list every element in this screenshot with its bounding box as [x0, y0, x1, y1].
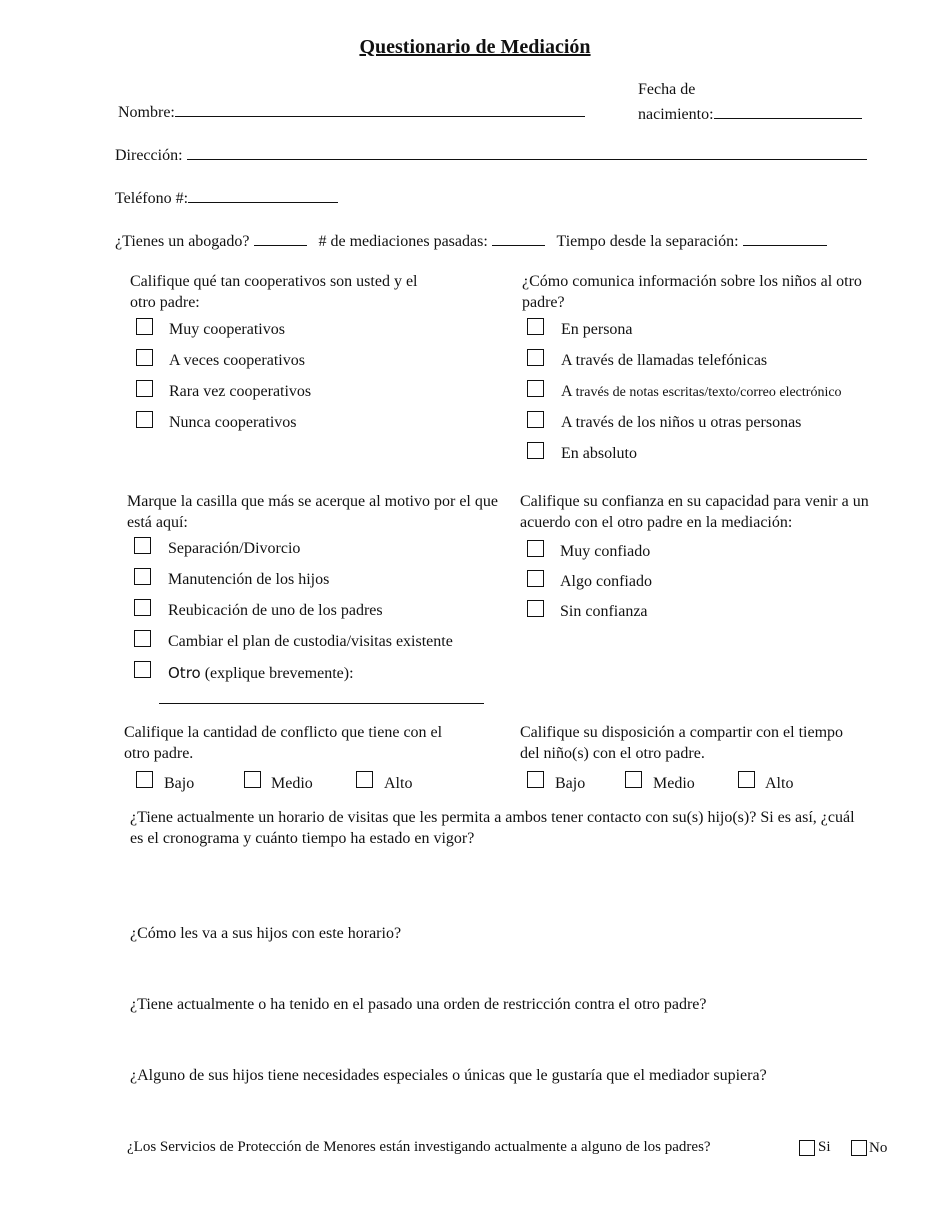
- abogado-label: ¿Tienes un abogado?: [115, 233, 250, 250]
- communication-option-3-a: A: [561, 383, 576, 400]
- confidence-checkbox-3[interactable]: [527, 600, 544, 617]
- nombre-label: Nombre:: [118, 104, 175, 121]
- cooperation-checkbox-1[interactable]: [136, 318, 153, 335]
- reason-option-other-b: (explique brevemente):: [200, 665, 354, 682]
- abogado-field[interactable]: [254, 229, 307, 246]
- communication-label: ¿Cómo comunica información sobre los niños al otro padre?: [522, 273, 862, 311]
- confidence-option-2: Algo confiado: [560, 573, 652, 590]
- share-label: Califique su disposición a compartir con el tiempo del niño(s) con el otro padre.: [520, 724, 844, 762]
- reason-checkbox-4[interactable]: [134, 630, 151, 647]
- reason-checkbox-3[interactable]: [134, 599, 151, 616]
- cooperation-label: Califique qué tan cooperativos son usted y el otro padre:: [130, 273, 418, 311]
- share-option-high: Alto: [765, 775, 794, 792]
- share-checkbox-high[interactable]: [738, 771, 755, 788]
- reason-option-other-a: Otro: [168, 664, 201, 682]
- communication-checkbox-2[interactable]: [527, 349, 544, 366]
- communication-checkbox-4[interactable]: [527, 411, 544, 428]
- reason-label: Marque la casilla que más se acerque al motivo por el que está aquí:: [127, 493, 498, 531]
- share-option-low: Bajo: [555, 775, 586, 792]
- direccion-label: Dirección:: [115, 147, 183, 164]
- conflict-option-medium: Medio: [271, 775, 313, 792]
- cooperation-option-4: Nunca cooperativos: [169, 414, 297, 431]
- confidence-option-1: Muy confiado: [560, 543, 651, 560]
- cooperation-checkbox-3[interactable]: [136, 380, 153, 397]
- communication-checkbox-5[interactable]: [527, 442, 544, 459]
- share-option-medium: Medio: [653, 775, 695, 792]
- conflict-option-high: Alto: [384, 775, 413, 792]
- confidence-option-3: Sin confianza: [560, 603, 648, 620]
- cps-no-checkbox[interactable]: [851, 1140, 867, 1156]
- reason-option-other: [168, 664, 354, 683]
- conflict-checkbox-high[interactable]: [356, 771, 373, 788]
- nombre-field[interactable]: [175, 100, 585, 117]
- cooperation-option-1: Muy cooperativos: [169, 321, 285, 338]
- reason-checkbox-2[interactable]: [134, 568, 151, 585]
- communication-option-5: En absoluto: [561, 445, 637, 462]
- fecha-row: [638, 102, 862, 124]
- direccion-field[interactable]: [187, 143, 867, 160]
- reason-option-2: Manutención de los hijos: [168, 571, 330, 588]
- communication-checkbox-1[interactable]: [527, 318, 544, 335]
- reason-checkbox-1[interactable]: [134, 537, 151, 554]
- share-checkbox-low[interactable]: [527, 771, 544, 788]
- conflict-checkbox-medium[interactable]: [244, 771, 261, 788]
- reason-other-field[interactable]: [159, 703, 484, 704]
- cooperation-checkbox-2[interactable]: [136, 349, 153, 366]
- cps-yes-checkbox[interactable]: [799, 1140, 815, 1156]
- cps-yes-label: Si: [818, 1139, 831, 1155]
- info-row: [115, 229, 827, 251]
- question-visit-schedule: ¿Tiene actualmente un horario de visitas que les permita a ambos tener contacto con su(s) hijo(s)? Si es así, ¿cuál es el cronograma y cuánto tiempo ha estado en vigor?: [130, 809, 855, 847]
- tiempo-label: Tiempo desde la separación:: [556, 233, 739, 250]
- fecha-field[interactable]: [714, 102, 862, 119]
- telefono-row: [115, 186, 338, 208]
- telefono-field[interactable]: [188, 186, 338, 203]
- confidence-checkbox-2[interactable]: [527, 570, 544, 587]
- mediaciones-field[interactable]: [492, 229, 545, 246]
- mediaciones-label: # de mediaciones pasadas:: [318, 233, 488, 250]
- confidence-label: Califique su confianza en su capacidad para venir a un acuerdo con el otro padre en la mediación:: [520, 493, 869, 531]
- confidence-checkbox-1[interactable]: [527, 540, 544, 557]
- cooperation-checkbox-4[interactable]: [136, 411, 153, 428]
- fecha-label-1: Fecha de: [638, 81, 696, 98]
- page-title: Questionario de Mediación: [359, 36, 591, 58]
- question-special-needs: ¿Alguno de sus hijos tiene necesidades especiales o únicas que le gustaría que el mediador supiera?: [130, 1067, 767, 1084]
- communication-checkbox-3[interactable]: [527, 380, 544, 397]
- reason-option-4: Cambiar el plan de custodia/visitas existente: [168, 633, 453, 650]
- share-checkbox-medium[interactable]: [625, 771, 642, 788]
- cps-no-label: No: [869, 1140, 888, 1156]
- communication-option-2: A través de llamadas telefónicas: [561, 352, 768, 369]
- reason-checkbox-5[interactable]: [134, 661, 151, 678]
- communication-option-4: A través de los niños u otras personas: [561, 414, 802, 431]
- communication-option-3-b: través de notas escritas/texto/correo electrónico: [575, 385, 842, 400]
- conflict-checkbox-low[interactable]: [136, 771, 153, 788]
- communication-option-3: [561, 383, 842, 401]
- conflict-option-low: Bajo: [164, 775, 195, 792]
- cooperation-option-2: A veces cooperativos: [169, 352, 305, 369]
- nombre-row: [118, 100, 585, 122]
- communication-option-1: En persona: [561, 321, 633, 338]
- fecha-label-2: nacimiento:: [638, 106, 714, 123]
- conflict-label: Califique la cantidad de conflicto que tiene con el otro padre.: [124, 724, 443, 762]
- cps-question: ¿Los Servicios de Protección de Menores están investigando actualmente a alguno de los padres?: [127, 1139, 711, 1155]
- question-restraining-order: ¿Tiene actualmente o ha tenido en el pasado una orden de restricción contra el otro padre?: [130, 996, 707, 1013]
- telefono-label: Teléfono #:: [115, 190, 189, 207]
- question-children-schedule: ¿Cómo les va a sus hijos con este horario?: [130, 925, 402, 942]
- direccion-row: [115, 143, 867, 165]
- reason-option-3: Reubicación de uno de los padres: [168, 602, 383, 619]
- reason-option-1: Separación/Divorcio: [168, 540, 301, 557]
- cooperation-option-3: Rara vez cooperativos: [169, 383, 312, 400]
- tiempo-field[interactable]: [743, 229, 827, 246]
